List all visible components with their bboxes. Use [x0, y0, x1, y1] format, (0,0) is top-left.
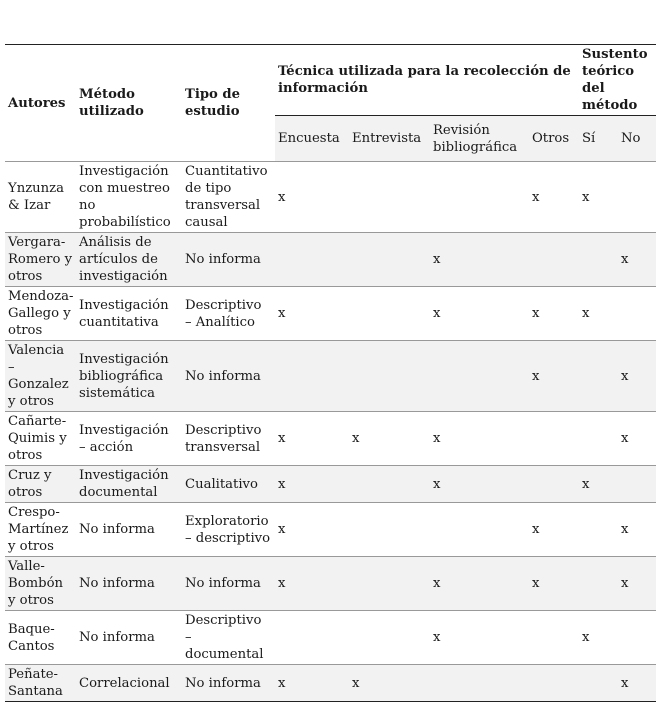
cell-tipo: Cualitativo	[185, 476, 258, 492]
table-row	[5, 466, 656, 503]
cell-si	[579, 503, 618, 557]
cell-revision	[430, 503, 529, 557]
cell-encuesta: x	[278, 576, 286, 591]
cell-metodo: Correlacional	[79, 675, 170, 691]
cell-autores: Cruz y otros	[8, 468, 52, 500]
cell-tipo: Descriptivo – Analítico	[185, 297, 262, 330]
cell-revision: x	[433, 630, 441, 645]
cell-encuesta: x	[278, 431, 286, 446]
cell-metodo: Investigación – acción	[79, 422, 169, 455]
cell-no: x	[621, 675, 629, 691]
cell-no: x	[621, 522, 629, 537]
table-row	[5, 412, 656, 466]
cell-revision	[430, 162, 529, 233]
cell-autores: Vergara-Romero y otros	[8, 235, 73, 284]
table-row	[5, 557, 656, 611]
cell-metodo: Investigación cuantitativa	[79, 297, 169, 330]
cell-revision: x	[433, 431, 441, 446]
cell-revision: x	[433, 476, 441, 492]
cell-metodo: Investigación bibliográfica sistemática	[79, 351, 169, 401]
subheader-encuesta: Encuesta	[275, 116, 349, 162]
cell-entrevista	[349, 341, 430, 412]
cell-metodo: Investigación con muestreo no probabilístico	[79, 164, 171, 230]
cell-tipo: No informa	[185, 675, 261, 691]
header-metodo: Método utilizado	[76, 45, 182, 162]
subheader-otros: Otros	[529, 116, 579, 162]
cell-encuesta	[275, 611, 349, 665]
table-row	[5, 611, 656, 665]
cell-si: x	[582, 476, 590, 492]
cell-tipo: Cuantitativo de tipo transversal causal	[185, 164, 268, 230]
cell-autores: Baque-Cantos	[8, 621, 55, 654]
cell-encuesta: x	[278, 675, 286, 691]
cell-no: x	[621, 431, 629, 446]
methods-table	[5, 44, 656, 702]
cell-encuesta	[275, 233, 349, 287]
cell-si: x	[582, 306, 590, 321]
header-tipo: Tipo de estudio	[182, 45, 275, 162]
cell-revision	[430, 665, 529, 702]
cell-metodo: No informa	[79, 522, 155, 537]
cell-encuesta: x	[278, 189, 286, 205]
cell-si	[579, 233, 618, 287]
cell-autores: Cañarte-Quimis y otros	[8, 414, 67, 463]
table-row	[5, 233, 656, 287]
cell-otros: x	[532, 522, 540, 537]
cell-entrevista	[349, 611, 430, 665]
cell-revision: x	[433, 576, 441, 591]
cell-tipo: No informa	[185, 252, 261, 267]
cell-tipo: Descriptivo transversal	[185, 422, 262, 455]
cell-entrevista	[349, 557, 430, 611]
cell-tipo: No informa	[185, 576, 261, 591]
cell-metodo: Análisis de artículos de investigación	[79, 235, 168, 284]
cell-entrevista	[349, 162, 430, 233]
cell-entrevista	[349, 287, 430, 341]
cell-encuesta	[275, 341, 349, 412]
cell-otros: x	[532, 576, 540, 591]
cell-si	[579, 665, 618, 702]
subheader-no: No	[618, 116, 656, 162]
cell-otros	[529, 665, 579, 702]
cell-autores: Peñate-Santana	[8, 667, 63, 699]
cell-autores: Mendoza-Gallego y otros	[8, 289, 74, 338]
header-autores: Autores	[5, 45, 76, 162]
table-row	[5, 287, 656, 341]
cell-otros: x	[532, 306, 540, 321]
header-tecnica: Técnica utilizada para la recolección de información	[275, 45, 579, 116]
cell-otros	[529, 466, 579, 503]
cell-no: x	[621, 368, 629, 384]
table-row	[5, 665, 656, 702]
cell-entrevista	[349, 466, 430, 503]
cell-no: x	[621, 252, 629, 267]
cell-entrevista	[349, 233, 430, 287]
cell-no	[618, 287, 656, 341]
cell-otros: x	[532, 368, 540, 384]
header-sustento: Sustento teórico del método	[579, 45, 656, 116]
cell-encuesta: x	[278, 476, 286, 492]
cell-tipo: No informa	[185, 368, 261, 384]
table-row	[5, 503, 656, 557]
cell-autores: Valencia – Gonzalez y otros	[8, 343, 69, 409]
cell-si	[579, 412, 618, 466]
cell-si: x	[582, 630, 590, 645]
cell-no: x	[621, 576, 629, 591]
cell-encuesta: x	[278, 522, 286, 537]
cell-autores: Ynzunza & Izar	[8, 181, 64, 213]
cell-tipo: Descriptivo – documental	[185, 613, 264, 662]
cell-entrevista: x	[352, 675, 360, 691]
cell-revision	[430, 341, 529, 412]
subheader-revision: Revisión bibliográfica	[430, 116, 529, 162]
table-row	[5, 162, 656, 233]
cell-si	[579, 341, 618, 412]
cell-no	[618, 466, 656, 503]
cell-revision: x	[433, 306, 441, 321]
cell-no	[618, 162, 656, 233]
cell-autores: Crespo-Martínez y otros	[8, 505, 69, 554]
cell-si	[579, 557, 618, 611]
cell-revision: x	[433, 252, 441, 267]
cell-entrevista	[349, 503, 430, 557]
cell-metodo: No informa	[79, 576, 155, 591]
cell-si: x	[582, 189, 590, 205]
cell-autores: Valle-Bombón y otros	[8, 559, 64, 608]
cell-metodo: No informa	[79, 630, 155, 645]
cell-otros	[529, 412, 579, 466]
cell-otros	[529, 233, 579, 287]
cell-no	[618, 611, 656, 665]
cell-entrevista: x	[352, 431, 360, 446]
table-row	[5, 341, 656, 412]
subheader-si: Sí	[579, 116, 618, 162]
cell-otros: x	[532, 189, 540, 205]
cell-metodo: Investigación documental	[79, 468, 169, 500]
cell-encuesta: x	[278, 306, 286, 321]
subheader-entrevista: Entrevista	[349, 116, 430, 162]
cell-otros	[529, 611, 579, 665]
cell-tipo: Exploratorio – descriptivo	[185, 513, 271, 546]
